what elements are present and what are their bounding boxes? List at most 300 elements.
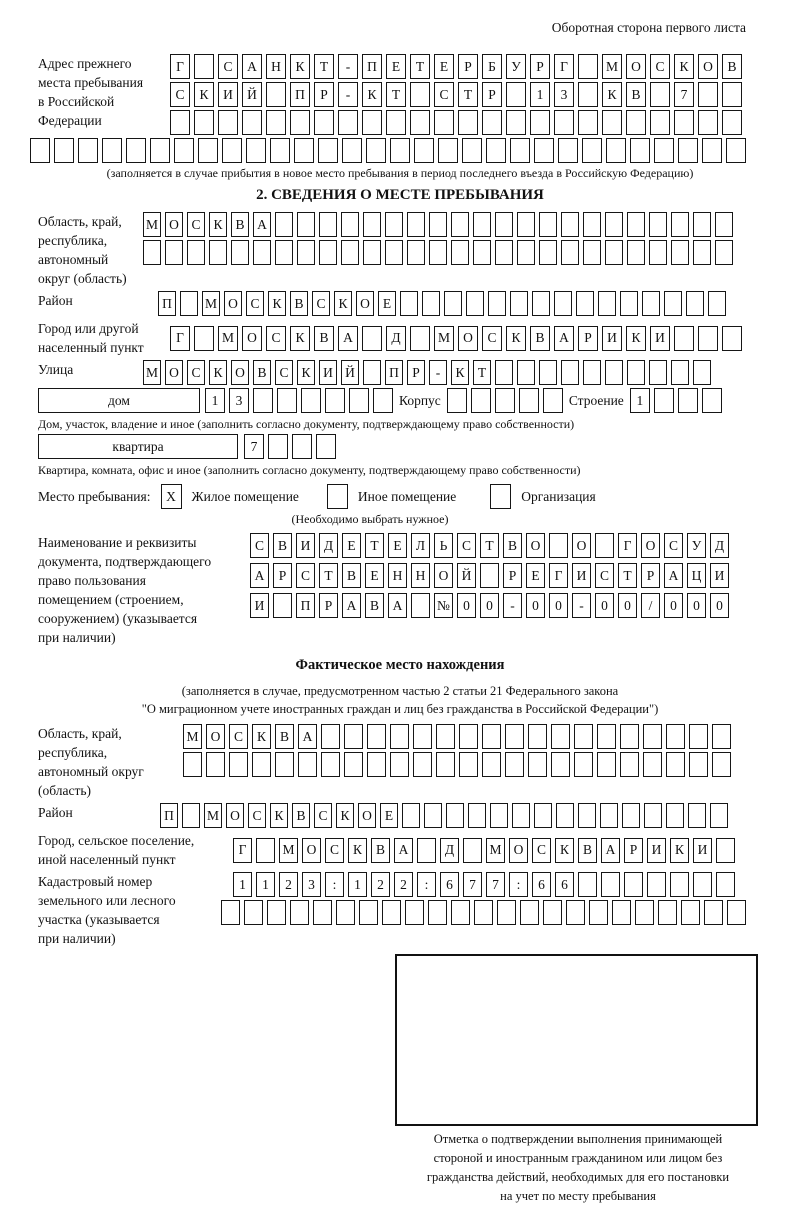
char-box: 0 [664,593,683,618]
mesto-label: Место пребывания: [38,488,151,504]
gorod-cells [170,326,742,351]
char-box [686,291,704,316]
char-box [385,212,403,237]
char-box [290,900,309,925]
char-box: О [509,838,528,863]
char-box [367,752,386,777]
char-box [647,872,666,897]
char-box [506,110,526,135]
char-box [649,360,667,385]
korpus-cells [447,388,563,413]
char-box: 0 [457,593,476,618]
char-box [482,724,501,749]
char-box: П [290,82,310,107]
char-box [490,803,508,828]
char-box: А [601,838,620,863]
char-box: И [218,82,238,107]
char-box [578,82,598,107]
char-box: Д [319,533,338,558]
char-box [480,563,499,588]
char-box [722,326,742,351]
char-box [414,138,434,163]
kadastr-row-2 [221,900,746,925]
char-box: С [314,803,332,828]
char-box: О [358,803,376,828]
char-box [512,803,530,828]
char-box: О [526,533,545,558]
char-box: И [602,326,622,351]
char-box [463,838,482,863]
char-box: 0 [687,593,706,618]
char-box [606,138,626,163]
char-box: В [626,82,646,107]
char-box [495,212,513,237]
char-box [180,291,198,316]
char-box [654,138,674,163]
char-box [597,724,616,749]
char-box [390,724,409,749]
char-box: Р [530,54,550,79]
char-box: 6 [440,872,459,897]
char-box: Р [578,326,598,351]
char-box: Е [386,54,406,79]
fact-rayon-row [38,803,762,828]
char-box [314,110,334,135]
char-box: А [554,326,574,351]
char-box: И [572,563,591,588]
char-box [583,240,601,265]
char-box: М [279,838,298,863]
char-box [194,54,214,79]
char-box [715,212,733,237]
char-box: К [362,82,382,107]
char-box: С [170,82,190,107]
prev-address-block [38,54,762,135]
char-box: К [555,838,574,863]
char-box [321,724,340,749]
char-box: Р [407,360,425,385]
char-box [482,752,501,777]
char-box [698,326,718,351]
char-box [268,434,288,459]
char-box [298,752,317,777]
gorod-label: Город или другой населенный пункт [38,321,144,355]
char-box [410,82,430,107]
kvartira-note: Квартира, комната, офис и иное (заполнить согласно документу, подтверждающему право собственности) [38,463,581,477]
char-box: - [338,82,358,107]
char-box [436,724,455,749]
char-box: К [674,54,694,79]
fact-title: Фактическое место нахождения [295,657,505,673]
char-box [583,212,601,237]
char-box: Г [618,533,637,558]
char-box [407,240,425,265]
char-box [722,110,742,135]
char-box: Н [266,54,286,79]
char-box: П [296,593,315,618]
char-box: Е [388,533,407,558]
rayon-row [38,291,762,316]
char-box [402,803,420,828]
char-box [551,752,570,777]
char-box: О [242,326,262,351]
char-box: В [314,326,334,351]
char-box: 0 [549,593,568,618]
char-box: 7 [244,434,264,459]
char-box: Р [273,563,292,588]
char-box: С [532,838,551,863]
char-box [574,724,593,749]
doc-label: Наименование и реквизиты документа, подтверждающего право пользования помещением (строением, сооружением) (указывается при наличии) [38,535,212,645]
char-box [556,803,574,828]
char-box: К [297,360,315,385]
char-box: Т [319,563,338,588]
char-box: К [268,291,286,316]
char-box [366,138,386,163]
ulitsa-row [38,360,762,385]
char-box [367,724,386,749]
char-box: Й [341,360,359,385]
stamp-caption: Отметка о подтверждении выполнения принимающей стороной и иностранным гражданином или лицом без гражданства действий, необходимых для его постановки на учет по месту пребывания [426,1132,730,1203]
char-box [150,138,170,163]
char-box [671,212,689,237]
char-box: К [270,803,288,828]
char-box [693,212,711,237]
doc-row-1 [250,533,729,558]
rayon-label: Район [38,293,73,308]
char-box: Д [440,838,459,863]
char-box [576,291,594,316]
char-box: П [385,360,403,385]
char-box [341,240,359,265]
char-box [674,326,694,351]
char-box [411,593,430,618]
char-box: Г [170,54,190,79]
char-box [698,82,718,107]
char-box [294,138,314,163]
char-box: И [693,838,712,863]
char-box: Ц [687,563,706,588]
char-box: К [451,360,469,385]
char-box: К [252,724,271,749]
char-box [597,752,616,777]
char-box: 2 [279,872,298,897]
char-box [510,138,530,163]
char-box: 7 [463,872,482,897]
char-box [275,240,293,265]
char-box: П [160,803,178,828]
char-box [275,752,294,777]
char-box [670,872,689,897]
char-box [602,110,622,135]
char-box: 2 [394,872,413,897]
page-side-note: Оборотная сторона первого листа [551,20,746,35]
char-box: А [388,593,407,618]
fact-gorod-label: Город, сельское поселение, иной населенный пункт [38,833,195,867]
char-box [187,240,205,265]
char-box: К [506,326,526,351]
char-box [363,360,381,385]
fact-rayon-label: Район [38,805,73,820]
char-box [436,752,455,777]
char-box [297,212,315,237]
char-box [517,212,535,237]
char-box: А [394,838,413,863]
char-box: 1 [630,388,650,413]
char-box: 3 [229,388,249,413]
char-box: Д [386,326,406,351]
char-box [468,803,486,828]
doc-block [38,533,762,647]
char-box: 1 [530,82,550,107]
char-box [458,110,478,135]
char-box [558,138,578,163]
char-box: В [342,563,361,588]
char-box [671,360,689,385]
char-box [297,240,315,265]
char-box: В [371,838,390,863]
char-box [474,900,493,925]
char-box [710,803,728,828]
char-box: Е [378,291,396,316]
char-box: 6 [555,872,574,897]
char-box [244,900,263,925]
mesto-row [38,484,762,509]
char-box [666,752,685,777]
char-box [390,752,409,777]
char-box [704,900,723,925]
char-box [650,82,670,107]
char-box [301,388,321,413]
char-box [635,900,654,925]
char-box: С [218,54,238,79]
char-box [574,752,593,777]
char-box [539,360,557,385]
char-box: С [595,563,614,588]
char-box: К [209,360,227,385]
char-box [600,803,618,828]
char-box: 3 [554,82,574,107]
prev-address-row-1 [170,54,742,79]
char-box [273,593,292,618]
char-box: О [434,563,453,588]
char-box [678,138,698,163]
char-box [658,900,677,925]
char-box [222,138,242,163]
char-box: Е [434,54,454,79]
char-box: С [325,838,344,863]
fact-oblast-row-1 [183,724,731,749]
char-box: А [250,563,269,588]
char-box [428,900,447,925]
char-box [471,388,491,413]
char-box [649,212,667,237]
char-box: Т [473,360,491,385]
char-box [218,110,238,135]
fact-oblast-block [38,724,762,800]
char-box [702,388,722,413]
char-box: В [273,533,292,558]
char-box [578,803,596,828]
char-box [198,138,218,163]
dom-box: дом [38,388,200,413]
char-box [554,291,572,316]
char-box [194,110,214,135]
char-box: П [362,54,382,79]
char-box [231,240,249,265]
char-box [438,138,458,163]
char-box: О [165,360,183,385]
char-box: К [602,82,622,107]
char-box [630,138,650,163]
char-box [627,212,645,237]
char-box: М [143,212,161,237]
char-box [583,360,601,385]
char-box: Д [710,533,729,558]
dom-note: Дом, участок, владение и иное (заполнить согласно документу, подтверждающему право собственности) [38,417,575,431]
char-box [589,900,608,925]
char-box: О [206,724,225,749]
char-box: О [231,360,249,385]
char-box [451,240,469,265]
char-box [543,900,562,925]
char-box [578,110,598,135]
char-box [246,138,266,163]
char-box: № [434,593,453,618]
char-box: Р [314,82,334,107]
char-box [689,752,708,777]
fact-rayon-cells [160,803,728,828]
char-box [270,138,290,163]
char-box: В [290,291,308,316]
char-box [505,724,524,749]
char-box: М [486,838,505,863]
char-box [622,803,640,828]
kadastr-row-1 [233,872,746,897]
char-box [627,360,645,385]
kvartira-box: квартира [38,434,238,459]
char-box: Т [458,82,478,107]
char-box [410,110,430,135]
prev-address-note: (заполняется в случае прибытия в новое место пребывания в период последнего въезда в Российскую Федерацию) [106,166,694,180]
char-box: Т [386,82,406,107]
char-box [715,240,733,265]
char-box [605,240,623,265]
char-box [277,388,297,413]
char-box: А [242,54,262,79]
char-box: 1 [348,872,367,897]
char-box [451,212,469,237]
prev-address-row-3 [170,110,742,135]
char-box [678,388,698,413]
dom-cells [205,388,393,413]
char-box [382,900,401,925]
char-box [319,240,337,265]
char-box [539,240,557,265]
fact-gorod-block [38,831,762,869]
char-box [712,724,731,749]
char-box: У [687,533,706,558]
char-box [386,110,406,135]
char-box [506,82,526,107]
char-box [554,110,574,135]
char-box [643,752,662,777]
char-box: Г [549,563,568,588]
char-box [624,872,643,897]
char-box: М [204,803,222,828]
char-box [349,388,369,413]
char-box [405,900,424,925]
char-box: О [226,803,244,828]
char-box [429,240,447,265]
fact-oblast-row-2 [183,752,731,777]
char-box: М [602,54,622,79]
char-box: Е [380,803,398,828]
char-box: О [698,54,718,79]
char-box: С [266,326,286,351]
char-box: Т [618,563,637,588]
char-box [424,803,442,828]
char-box: М [434,326,454,351]
char-box: Ь [434,533,453,558]
char-box: К [194,82,214,107]
char-box: - [338,54,358,79]
char-box [681,900,700,925]
char-box [698,110,718,135]
char-box: 0 [710,593,729,618]
char-box [30,138,50,163]
char-box: О [165,212,183,237]
char-box: С [296,563,315,588]
char-box: А [664,563,683,588]
char-box [362,110,382,135]
char-box: В [530,326,550,351]
char-box [252,752,271,777]
char-box [601,872,620,897]
char-box [182,803,200,828]
char-box: О [572,533,591,558]
prev-address-label: Адрес прежнего места пребывания в Российской Федерации [38,56,144,128]
char-box: К [209,212,227,237]
char-box [183,752,202,777]
char-box: Т [480,533,499,558]
char-box [417,838,436,863]
kvartira-cells [244,434,336,459]
char-box: 0 [618,593,637,618]
char-box: В [365,593,384,618]
option-organizatsiya-label: Организация [521,488,596,504]
char-box [446,803,464,828]
char-box [413,724,432,749]
char-box [528,724,547,749]
char-box: - [503,593,522,618]
char-box: Г [554,54,574,79]
char-box [520,900,539,925]
doc-row-2 [250,563,729,588]
char-box [78,138,98,163]
char-box [505,752,524,777]
char-box [650,110,670,135]
char-box [447,388,467,413]
char-box: Г [170,326,190,351]
char-box [451,900,470,925]
char-box [688,803,706,828]
stamp-box [395,954,758,1126]
stroenie-cells [630,388,722,413]
char-box: А [298,724,317,749]
char-box [561,240,579,265]
char-box [462,138,482,163]
